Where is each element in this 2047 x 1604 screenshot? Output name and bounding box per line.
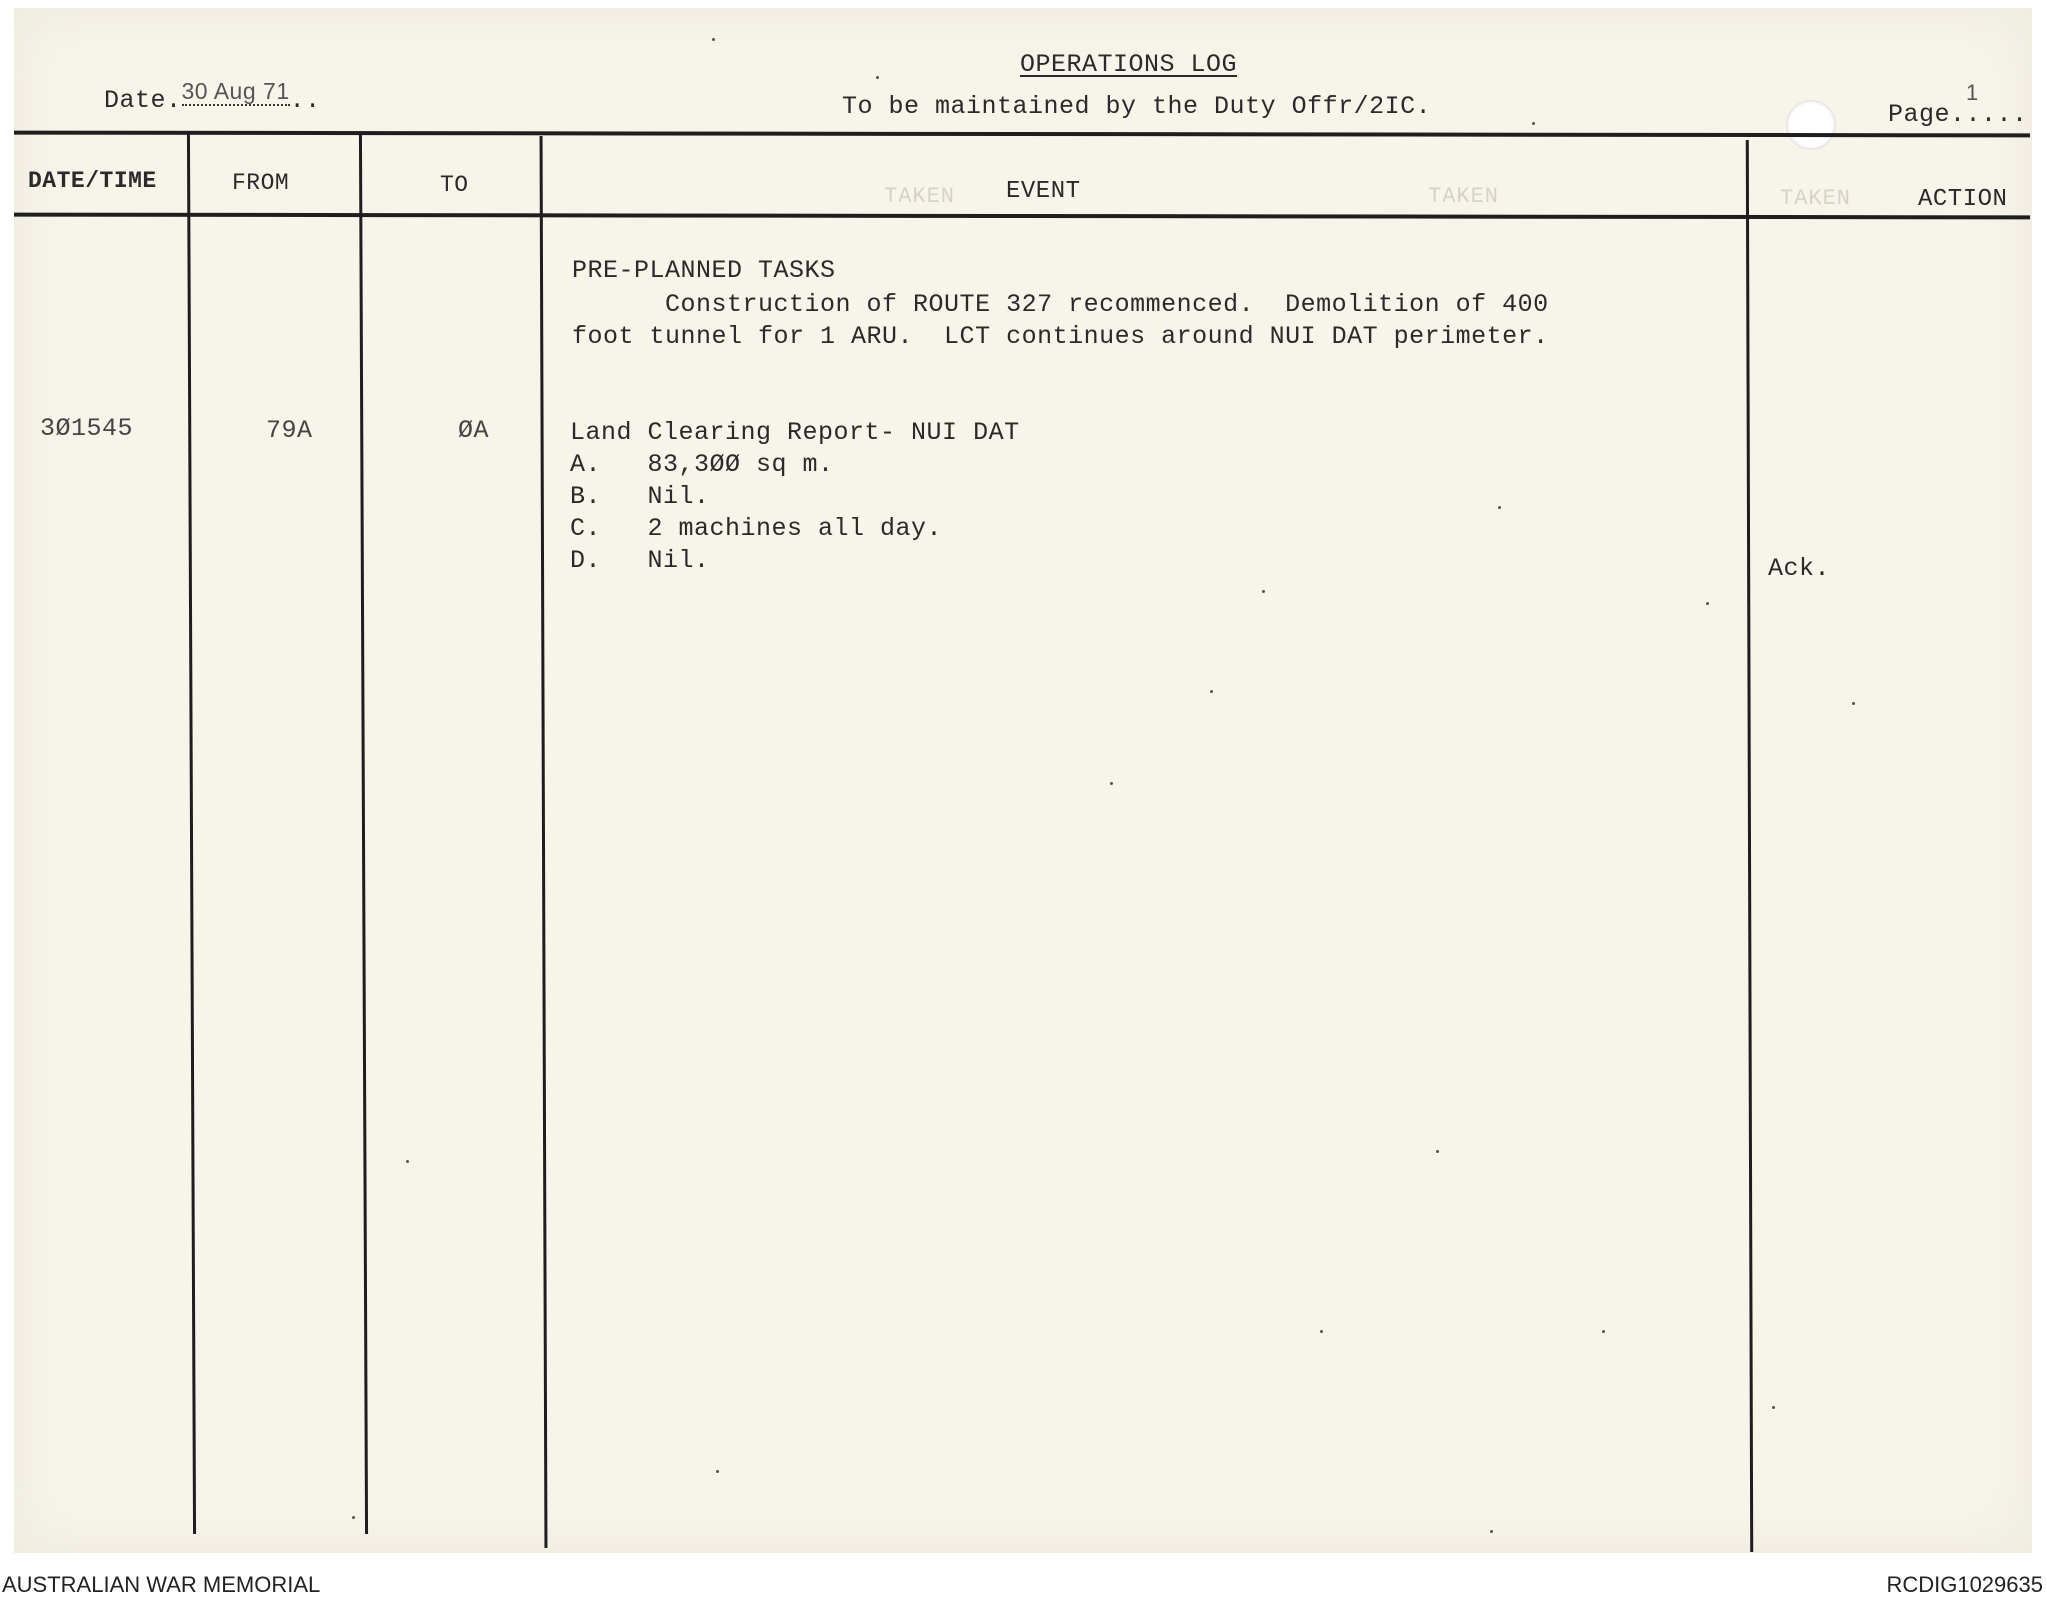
entry-2-from: 79A (266, 416, 313, 445)
speck (716, 1470, 719, 1473)
speck (1532, 122, 1535, 125)
page-number: 1 (1966, 80, 1979, 105)
log-sheet (14, 8, 2032, 1553)
entry-1-line-1: Construction of ROUTE 327 recommenced. Demolition of 400 (572, 290, 1549, 319)
col-header-action: ACTION (1918, 186, 2008, 213)
speck (1320, 1330, 1323, 1333)
col-header-datetime: DATE/TIME (28, 168, 157, 194)
ghost-taken-3: TAKEN (1780, 186, 1852, 211)
speck (876, 76, 879, 79)
speck (1490, 1530, 1493, 1533)
speck (1262, 590, 1265, 593)
entry-2-line-d: D. Nil. (570, 546, 710, 575)
ghost-taken-1: TAKEN (884, 184, 956, 209)
speck (1210, 690, 1213, 693)
log-subtitle: To be maintained by the Duty Offr/2IC. (842, 92, 1432, 121)
col-header-to: TO (440, 172, 469, 198)
entry-2-action: Ack. (1768, 554, 1831, 583)
speck (712, 38, 715, 41)
speck (1772, 1406, 1775, 1409)
speck (1852, 702, 1855, 705)
entry-2-line-b: B. Nil. (570, 482, 710, 511)
speck (352, 1516, 355, 1519)
entry-2-line-c: C. 2 machines all day. (570, 514, 943, 543)
speck (1706, 602, 1709, 605)
col-header-from: FROM (232, 170, 290, 196)
ghost-taken-2: TAKEN (1428, 184, 1500, 209)
speck (1436, 1150, 1439, 1153)
speck (1110, 782, 1113, 785)
col-header-event: EVENT (1006, 178, 1081, 205)
footer-source: AUSTRALIAN WAR MEMORIAL (2, 1572, 321, 1597)
entry-1-heading: PRE-PLANNED TASKS (572, 256, 836, 285)
punch-hole (1786, 100, 1836, 150)
date-label: Date.30 Aug 71.. (104, 78, 321, 115)
entry-2-line-a: A. 83,3ØØ sq m. (570, 450, 834, 479)
speck (1602, 1330, 1605, 1333)
footer-id: RCDIG1029635 (1886, 1572, 2043, 1597)
date-value: 30 Aug 71 (181, 78, 290, 104)
speck (406, 1160, 409, 1163)
entry-1-line-2: foot tunnel for 1 ARU. LCT continues around NUI DAT perimeter. (572, 322, 1549, 351)
speck (1498, 506, 1501, 509)
entry-2-datetime: 3Ø1545 (40, 414, 134, 443)
page-label: Page..... (1888, 100, 2028, 129)
log-title: OPERATIONS LOG (1020, 50, 1238, 79)
entry-2-heading: Land Clearing Report- NUI DAT (570, 418, 1020, 447)
entry-2-to: ØA (458, 416, 490, 445)
